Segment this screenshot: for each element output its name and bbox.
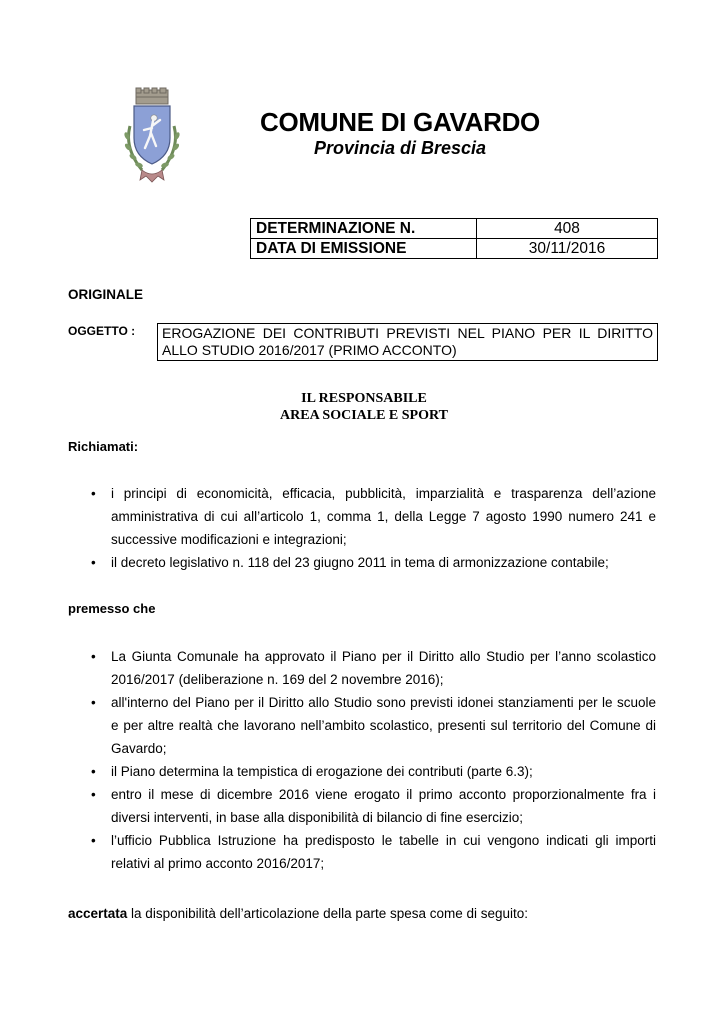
issue-date-label: DATA DI EMISSIONE [251,239,477,259]
list-item [88,691,656,760]
premesso-list [88,645,656,875]
table-row [251,239,658,259]
list-item [88,645,656,691]
list-item-text: entro il mese di dicembre 2016 viene erogato il primo acconto proporzionalmente fra i diversi interventi, in base alla disponibilità di bilancio di fine esercizio; [111,787,656,825]
issue-date-value: 30/11/2016 [477,239,658,259]
richiamati-list [88,482,656,574]
list-item-text: La Giunta Comunale ha approvato il Piano per il Diritto allo Studio per l’anno scolastico 2016/2017 (deliberazione n. 169 del 2 novembre 2016); [111,649,656,687]
list-item-text: i principi di economicità, efficacia, pubblicità, imparzialità e trasparenza dell’azione amministrativa di cui all’articolo 1, comma 1, della Legge 7 agosto 1990 numero 241 e successive modificazioni e integrazioni; [111,486,656,547]
bullet-icon: • [91,555,96,570]
richiamati-heading: Richiamati: [68,439,139,454]
list-item-text: il Piano determina la tempistica di erogazione dei contributi (parte 6.3); [111,764,533,779]
list-item-text: il decreto legislativo n. 118 del 23 giugno 2011 in tema di armonizzazione contabile; [111,555,609,570]
page-subtitle: Provincia di Brescia [313,138,487,158]
coat-of-arms-icon [118,86,186,186]
bullet-icon: • [91,649,96,664]
department-heading: AREA SOCIALE E SPORT [280,408,448,423]
bullet-icon: • [91,695,96,710]
determination-table [250,218,658,259]
premesso-heading: premesso che [68,601,156,616]
list-item-text: all'interno del Piano per il Diritto allo Studio sono previsti idonei stanziamenti per le scuole e per altre realtà che lavorano nell’ambito scolastico, presenti sul territorio del Comune di Gavardo; [111,695,656,756]
subject-text: EROGAZIONE DEI CONTRIBUTI PREVISTI NEL PIANO PER IL DIRITTO ALLO STUDIO 2016/2017 (PRIMO ACCONTO) [157,323,658,361]
accertata-paragraph [68,906,528,922]
accertata-text: la disponibilità dell’articolazione della parte spesa come di seguito: [127,906,529,921]
list-item-text: l’ufficio Pubblica Istruzione ha predisposto le tabelle in cui vengono indicati gli importi relativi al primo acconto 2016/2017; [111,833,656,871]
subject-label: OGGETTO : [68,324,136,338]
responsible-heading: IL RESPONSABILE [301,391,427,406]
list-item [88,551,656,574]
list-item [88,760,656,783]
determination-number-label: DETERMINAZIONE N. [251,219,477,239]
list-item [88,829,656,875]
bullet-icon: • [91,787,96,802]
bullet-icon: • [91,764,96,779]
page-title: COMUNE DI GAVARDO [260,107,540,137]
bullet-icon: • [91,833,96,848]
accertata-bold: accertata [68,906,128,921]
original-label: ORIGINALE [68,287,144,302]
list-item [88,783,656,829]
bullet-icon: • [91,486,96,501]
table-row [251,219,658,239]
list-item [88,482,656,551]
determination-number-value: 408 [477,219,658,239]
